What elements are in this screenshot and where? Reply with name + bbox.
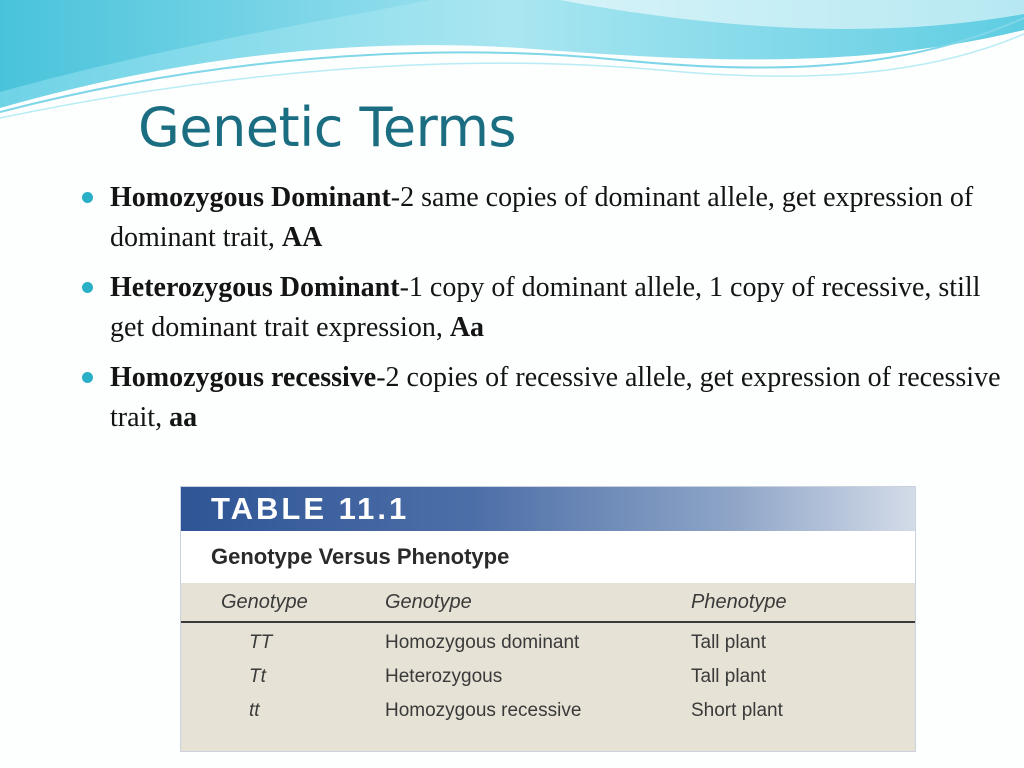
- header-divider: [181, 621, 915, 623]
- table-cell: Tall plant: [691, 632, 766, 653]
- column-header: Genotype: [385, 591, 472, 613]
- table-cell: tt: [249, 700, 260, 721]
- table-cell: Homozygous recessive: [385, 700, 582, 721]
- bullet-term: Homozygous Dominant: [110, 182, 391, 213]
- bullet-text: -2 copies of recessive allele, get expression of recessive trait,: [110, 362, 1001, 433]
- table-cell: TT: [249, 632, 273, 653]
- table-cell: Tt: [249, 666, 266, 687]
- slide-title: Genetic Terms: [138, 96, 517, 159]
- bullet-item: [82, 358, 1002, 438]
- table-row: [181, 695, 915, 729]
- table-cell: Tall plant: [691, 666, 766, 687]
- table-row: [181, 661, 915, 695]
- bullet-dot-icon: [82, 282, 93, 293]
- bullet-dot-icon: [82, 372, 93, 383]
- table-cell: Homozygous dominant: [385, 632, 580, 653]
- table-label: TABLE 11.1: [181, 487, 915, 531]
- column-header: Phenotype: [691, 591, 787, 613]
- bullet-dot-icon: [82, 192, 93, 203]
- table-subtitle: Genotype Versus Phenotype: [181, 531, 915, 583]
- bullet-genotype-code: Aa: [449, 312, 485, 343]
- table-body: [181, 583, 915, 751]
- column-header: Genotype: [221, 591, 308, 613]
- bullet-item: [82, 268, 1002, 348]
- table-cell: Short plant: [691, 700, 783, 721]
- bullet-list: [82, 178, 1002, 448]
- bullet-text: -2 same copies of dominant allele, get expression of dominant trait,: [110, 182, 974, 253]
- bullet-genotype-code: AA: [281, 222, 323, 253]
- bullet-text: -1 copy of dominant allele, 1 copy of recessive, still get dominant trait expression,: [110, 272, 981, 343]
- genotype-table-figure: [181, 487, 915, 751]
- table-row: [181, 627, 915, 661]
- bullet-genotype-code: aa: [169, 402, 198, 433]
- table-cell: Heterozygous: [385, 666, 503, 687]
- bullet-term: Heterozygous Dominant: [110, 272, 400, 303]
- bullet-term: Homozygous recessive: [110, 362, 377, 393]
- bullet-item: [82, 178, 1002, 258]
- table-column-headers: [181, 583, 915, 621]
